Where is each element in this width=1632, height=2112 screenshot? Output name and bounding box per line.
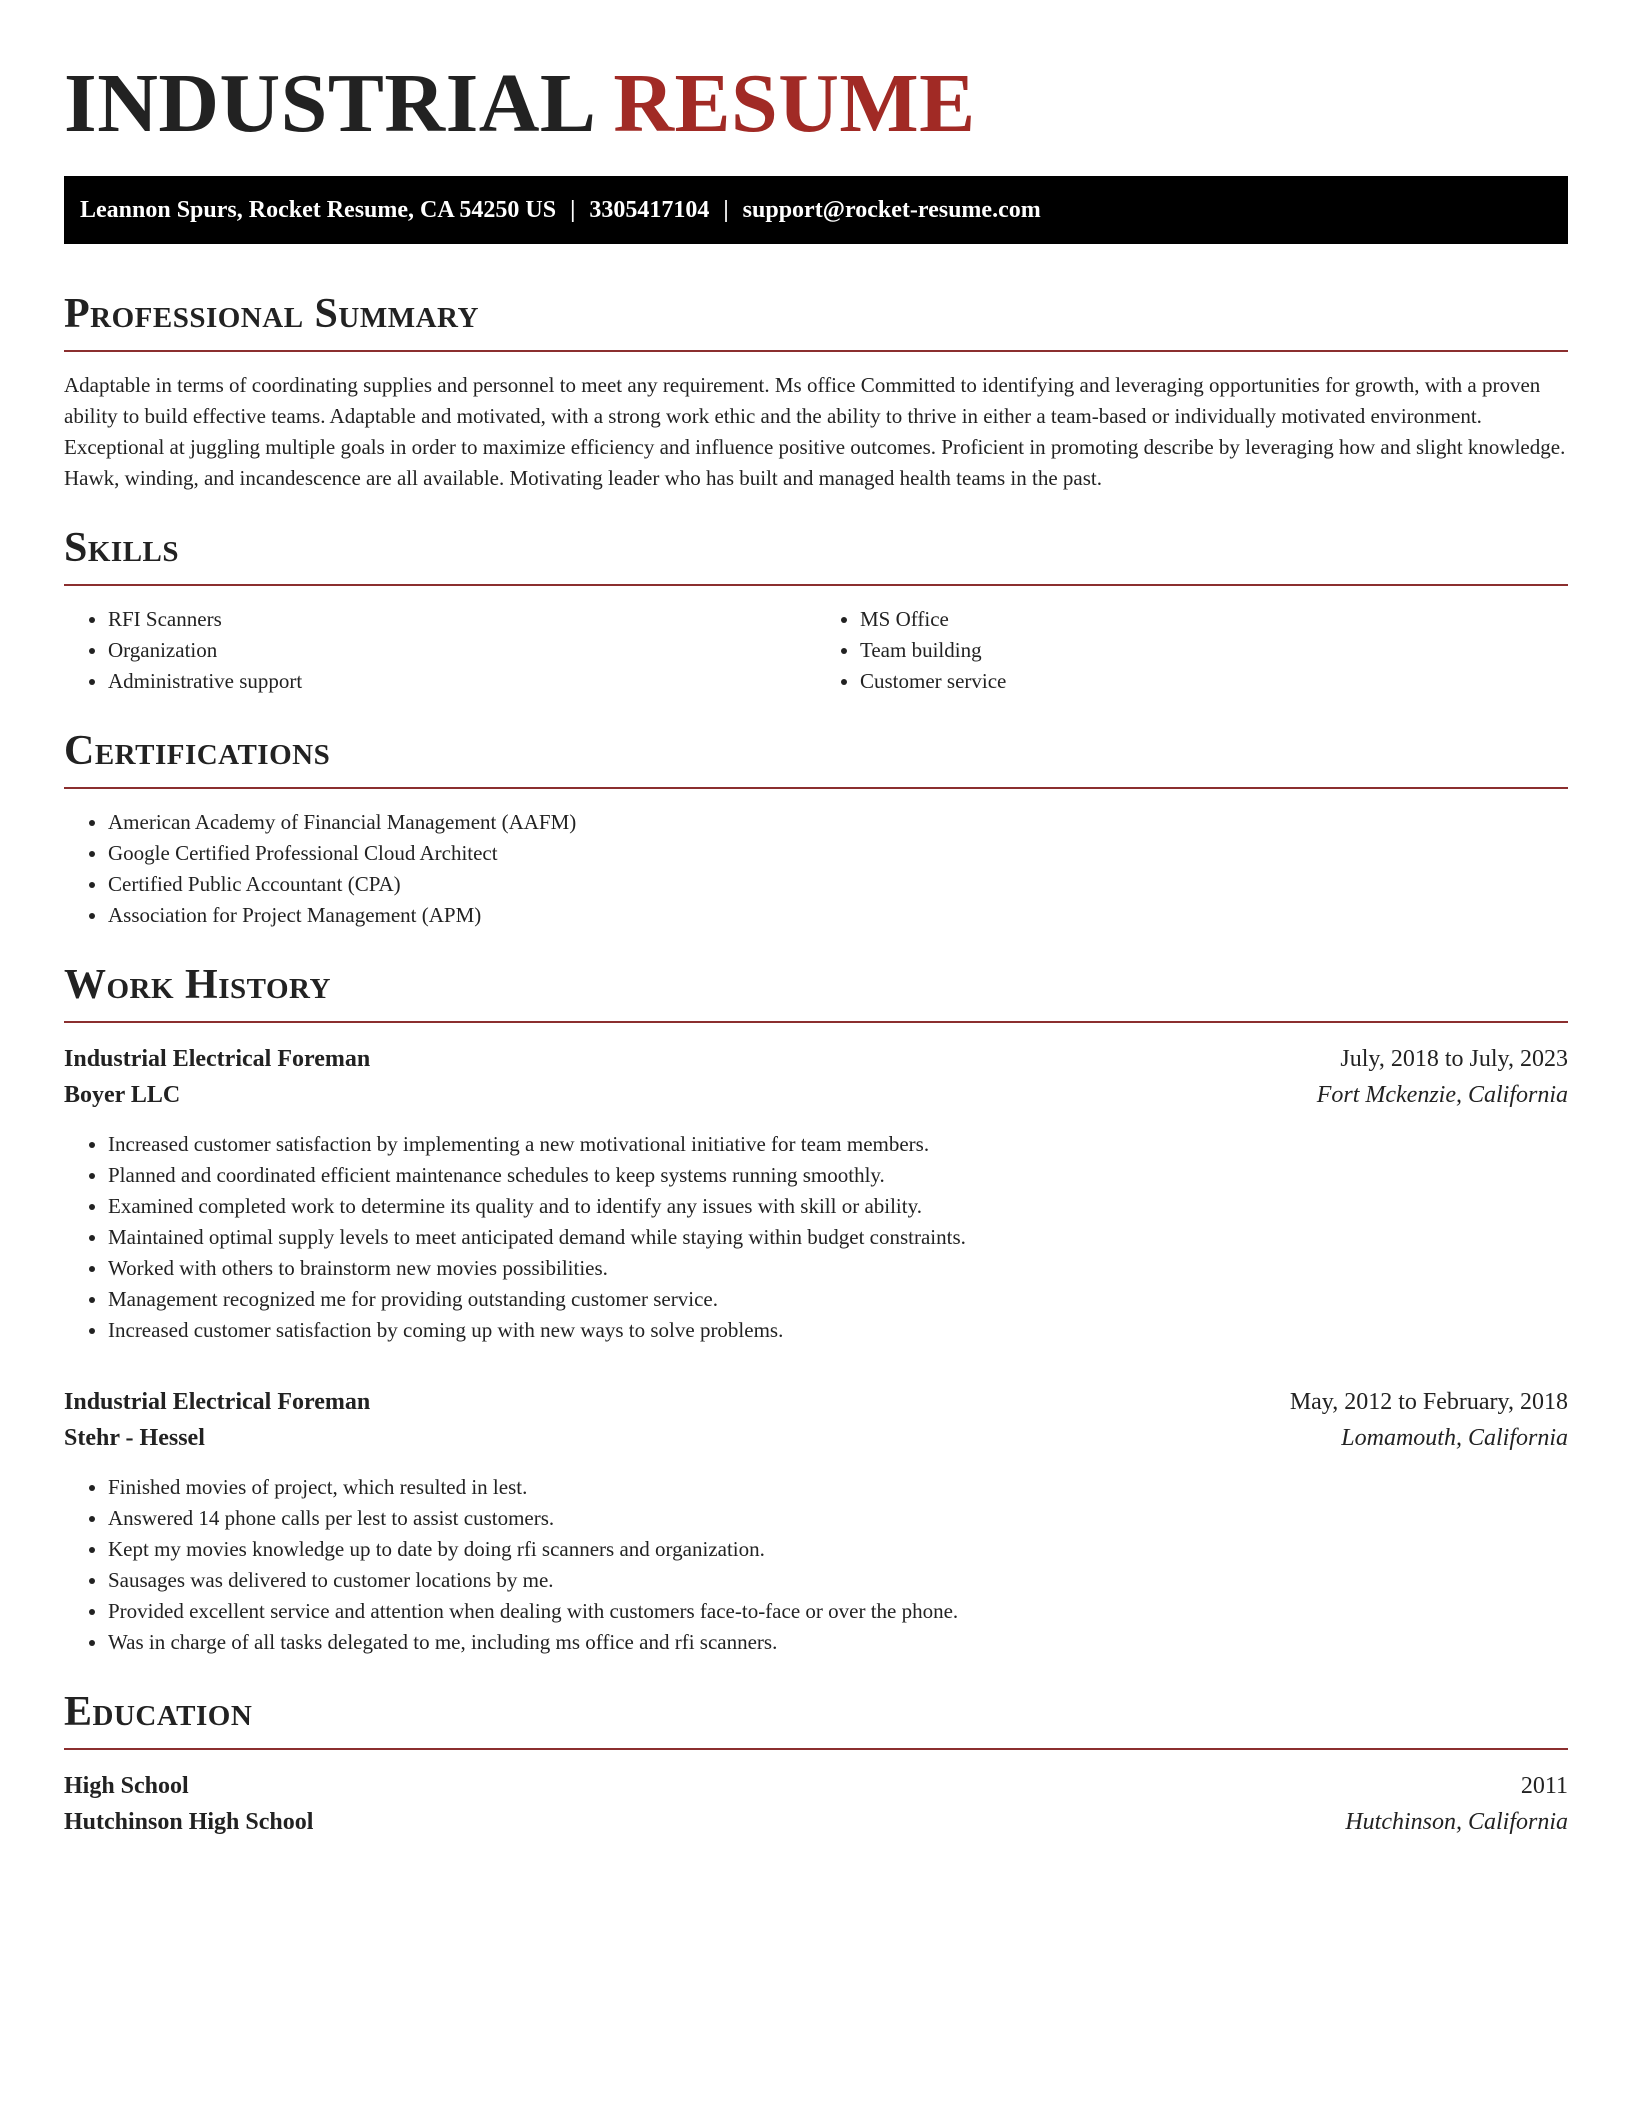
job-bullets: [64, 1472, 1568, 1658]
certifications-heading: Certifications: [64, 728, 331, 774]
job-location: Fort Mckenzie, California: [1316, 1082, 1568, 1108]
job-bullet: • Increased customer satisfaction by implementing a new motivational initiative for team members.: [108, 1129, 1568, 1160]
summary-heading: Professional Summary: [64, 291, 479, 337]
resume-page: [64, 0, 1568, 1840]
contact-phone: 3305417104: [589, 197, 710, 223]
section-divider: [64, 1021, 1568, 1023]
work-section: [64, 959, 1568, 1658]
skill-item: • Customer service: [860, 666, 1568, 697]
skills-section: [64, 522, 1568, 697]
certification-item: • Google Certified Professional Cloud Architect: [108, 838, 1568, 869]
skill-item: • MS Office: [860, 604, 1568, 635]
summary-section: [64, 288, 1568, 494]
job-bullet: • Finished movies of project, which resulted in lest.: [108, 1472, 1568, 1503]
job-header-row: [64, 1041, 1568, 1077]
job-bullet: • Kept my movies knowledge up to date by doing rfi scanners and organization.: [108, 1534, 1568, 1565]
skill-item: • Administrative support: [108, 666, 816, 697]
summary-text: Adaptable in terms of coordinating supplies and personnel to meet any requirement. Ms office Committed to identifying and leveraging opportunities for growth, with a proven ability to build effective teams. Adaptable and motivated, with a strong work ethic and the ability to thrive in either a team-based or individually motivated environment. Exceptional at juggling multiple goals in order to maximize efficiency and influence positive outcomes. Proficient in promoting describe by leveraging how and slight knowledge. Hawk, winding, and incandescence are all available. Motivating leader who has built and managed health teams in the past.: [64, 373, 1566, 490]
contact-address: Leannon Spurs, Rocket Resume, CA 54250 US: [80, 197, 557, 223]
education-degree: High School: [64, 1773, 189, 1799]
work-heading: Work History: [64, 962, 331, 1008]
skill-item: • Team building: [860, 635, 1568, 666]
job-bullets: [64, 1129, 1568, 1346]
skills-grid: [64, 586, 1568, 697]
education-section: [64, 1686, 1568, 1840]
job-bullet: • Sausages was delivered to customer locations by me.: [108, 1565, 1568, 1596]
education-location: Hutchinson, California: [1345, 1809, 1568, 1835]
job-title: Industrial Electrical Foreman: [64, 1389, 371, 1415]
resume-title: [64, 0, 1568, 152]
certification-item: • Association for Project Management (APM): [108, 900, 1568, 931]
job-bullet: • Management recognized me for providing outstanding customer service.: [108, 1284, 1568, 1315]
section-divider: [64, 1748, 1568, 1750]
job-dates: May, 2012 to February, 2018: [1289, 1389, 1568, 1415]
job-company: Stehr - Hessel: [64, 1425, 205, 1451]
education-entry: [64, 1768, 1568, 1840]
job-entry: [64, 1041, 1568, 1346]
job-bullet: • Planned and coordinated efficient maintenance schedules to keep systems running smoothly.: [108, 1160, 1568, 1191]
job-entry: [64, 1384, 1568, 1658]
job-bullet: • Answered 14 phone calls per lest to assist customers.: [108, 1503, 1568, 1534]
title-part-1: INDUSTRIAL: [64, 57, 592, 150]
job-company: Boyer LLC: [64, 1082, 181, 1108]
skill-item: • RFI Scanners: [108, 604, 816, 635]
job-dates: July, 2018 to July, 2023: [1340, 1046, 1568, 1072]
education-school: Hutchinson High School: [64, 1809, 314, 1835]
job-bullet: • Provided excellent service and attention when dealing with customers face-to-face or over the phone.: [108, 1596, 1568, 1627]
certification-item: • American Academy of Financial Management (AAFM): [108, 807, 1568, 838]
education-heading: Education: [64, 1689, 253, 1735]
skills-list-left: [64, 604, 816, 697]
job-header-row: [64, 1384, 1568, 1420]
certification-item: • Certified Public Accountant (CPA): [108, 869, 1568, 900]
job-location: Lomamouth, California: [1341, 1425, 1568, 1451]
job-bullet: • Increased customer satisfaction by coming up with new ways to solve problems.: [108, 1315, 1568, 1346]
title-part-2: RESUME: [613, 57, 976, 150]
job-bullet: • Worked with others to brainstorm new movies possibilities.: [108, 1253, 1568, 1284]
skill-item: • Organization: [108, 635, 816, 666]
job-bullet: • Was in charge of all tasks delegated to me, including ms office and rfi scanners.: [108, 1627, 1568, 1658]
certifications-section: [64, 725, 1568, 931]
job-bullet: • Maintained optimal supply levels to meet anticipated demand while staying within budget constraints.: [108, 1222, 1568, 1253]
section-divider: [64, 787, 1568, 789]
education-school-row: [64, 1804, 1568, 1840]
skills-list-right: [816, 604, 1568, 697]
education-degree-row: [64, 1768, 1568, 1804]
contact-email[interactable]: support@rocket-resume.com: [742, 197, 1041, 223]
job-company-row: [64, 1077, 1568, 1113]
certifications-list: [64, 807, 1568, 931]
education-year: 2011: [1520, 1773, 1568, 1799]
job-bullet: • Examined completed work to determine its quality and to identify any issues with skill or ability.: [108, 1191, 1568, 1222]
contact-separator: |: [570, 197, 576, 223]
contact-bar: [64, 176, 1568, 244]
job-title: Industrial Electrical Foreman: [64, 1046, 371, 1072]
job-company-row: [64, 1420, 1568, 1456]
contact-separator: |: [723, 197, 729, 223]
section-divider: [64, 350, 1568, 352]
skills-heading: Skills: [64, 525, 180, 571]
